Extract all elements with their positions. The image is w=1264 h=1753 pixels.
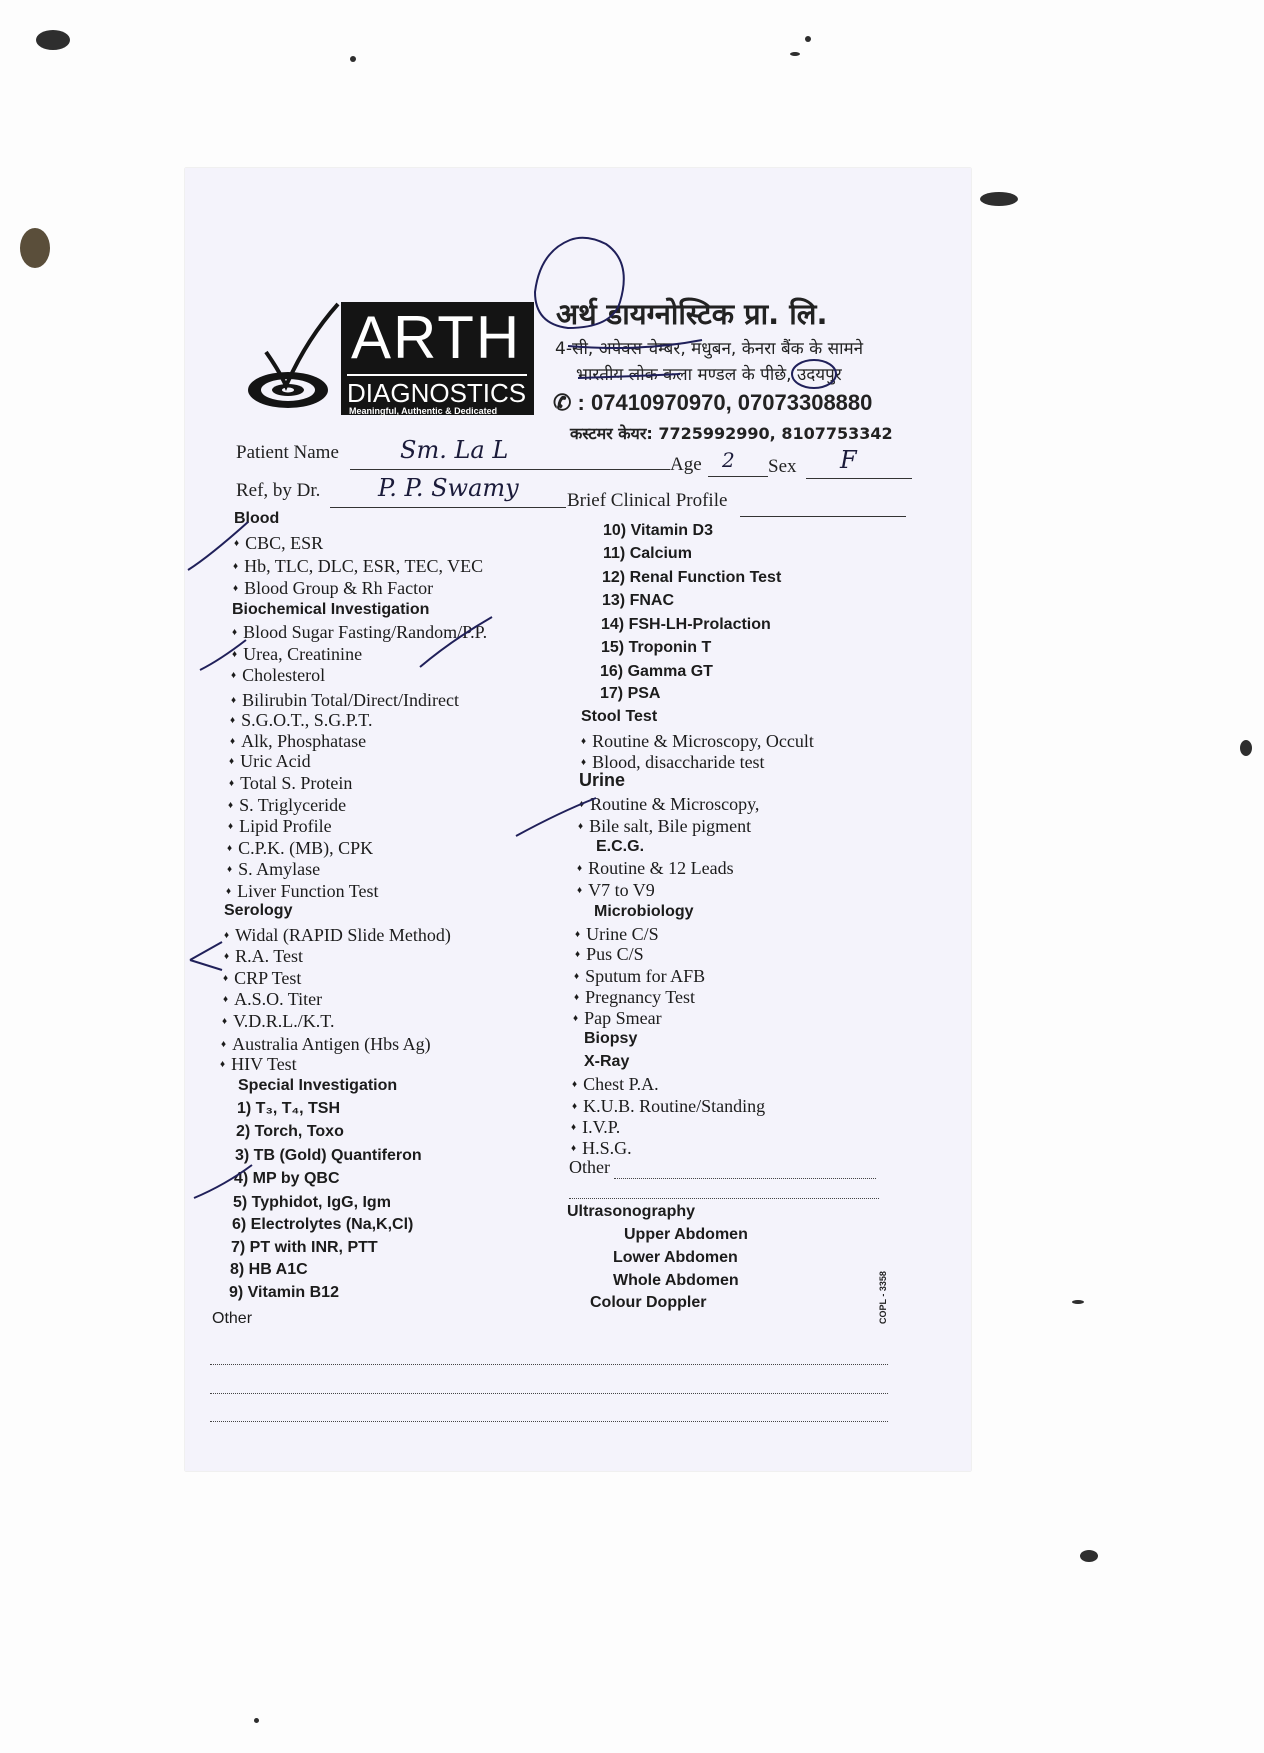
section-microbiology: Microbiology: [594, 903, 694, 920]
test-item: ♦ H.S.G.: [571, 1138, 632, 1159]
test-item: Colour Doppler: [590, 1294, 707, 1311]
test-item: ♦ S. Amylase: [227, 859, 320, 880]
logo-main-text: ARTH: [351, 304, 522, 371]
test-item: 1) T₃, T₄, TSH: [237, 1100, 341, 1117]
test-item: 15) Troponin T: [601, 639, 712, 656]
test-item: ♦ Blood, disaccharide test: [581, 752, 765, 773]
test-item: 10) Vitamin D3: [603, 522, 713, 539]
ref-doctor-value: P. P. Swamy: [378, 474, 519, 502]
address-line-1: 4-सी, अपेक्स चेम्बर, मधुबन, केनरा बैंक के सामने: [555, 339, 864, 359]
ref-doctor-line: [330, 507, 566, 508]
test-item: ♦ S. Triglyceride: [228, 795, 346, 816]
target-logo-icon: [246, 300, 346, 410]
test-item: 4) MP by QBC: [234, 1170, 340, 1187]
dirt-speck: [20, 228, 50, 268]
other-dotted-line: [210, 1393, 888, 1394]
company-name-hindi: अर्थ डायग्नोस्टिक प्रा. लि.: [556, 297, 828, 331]
test-item: 13) FNAC: [602, 592, 675, 609]
test-item: ♦ K.U.B. Routine/Standing: [572, 1096, 765, 1117]
test-item: ♦ V7 to V9: [577, 880, 655, 901]
section-ecg: E.C.G.: [596, 838, 645, 855]
other-label-right: Other: [569, 1157, 610, 1177]
test-item: ♦ Urea, Creatinine: [232, 644, 362, 665]
test-item: ♦ Liver Function Test: [226, 881, 379, 902]
brand-logo: [341, 302, 534, 415]
test-item: 7) PT with INR, PTT: [231, 1239, 378, 1256]
test-item: ♦ Alk, Phosphatase: [230, 731, 366, 752]
test-item: Lower Abdomen: [613, 1249, 738, 1266]
pen-scribble-icon: [520, 232, 650, 342]
ref-doctor-label: Ref, by Dr.: [236, 480, 321, 501]
test-item: ♦ I.V.P.: [571, 1117, 620, 1138]
test-item: ♦ Bilirubin Total/Direct/Indirect: [231, 690, 459, 711]
phone-numbers: ✆ : 07410970970, 07073308880: [553, 390, 873, 415]
section-biopsy: Biopsy: [584, 1030, 638, 1047]
dirt-speck: [36, 30, 70, 50]
test-item: 8) HB A1C: [230, 1261, 308, 1278]
patient-name-label: Patient Name: [236, 442, 339, 463]
other-dotted-line: [210, 1421, 888, 1422]
test-item: ♦ Pregnancy Test: [574, 987, 695, 1008]
dirt-speck: [350, 56, 356, 62]
dirt-speck: [1080, 1550, 1098, 1562]
dirt-speck: [805, 36, 811, 42]
test-item: ♦ Routine & 12 Leads: [577, 858, 734, 879]
patient-name-value: Sm. La L: [400, 436, 509, 464]
section-biochemical: Biochemical Investigation: [232, 601, 430, 618]
test-item: ♦ V.D.R.L./K.T.: [222, 1011, 334, 1032]
dirt-speck: [790, 52, 800, 56]
section-special: Special Investigation: [238, 1077, 398, 1094]
test-item: ♦ Bile salt, Bile pigment: [578, 816, 751, 837]
test-item: 11) Calcium: [603, 545, 692, 562]
clinical-profile-label: Brief Clinical Profile: [567, 490, 728, 511]
test-item: ♦ CRP Test: [223, 968, 301, 989]
test-item: ♦ Pap Smear: [573, 1008, 662, 1029]
test-item: 9) Vitamin B12: [229, 1284, 339, 1301]
section-xray: X-Ray: [584, 1053, 630, 1070]
test-item: ♦ Widal (RAPID Slide Method): [224, 925, 451, 946]
test-item: 16) Gamma GT: [600, 663, 713, 680]
sex-line: [806, 478, 912, 479]
test-item: Upper Abdomen: [624, 1226, 748, 1243]
section-serology: Serology: [224, 902, 293, 919]
form-code: COPL - 3358: [878, 1271, 888, 1324]
dirt-speck: [1240, 740, 1252, 756]
test-item: ♦ Routine & Microscopy,: [579, 794, 759, 815]
customer-care: कस्टमर केयर: 7725992990, 8107753342: [570, 424, 893, 443]
test-item: ♦ Urine C/S: [575, 924, 659, 945]
other-dotted-line: [210, 1364, 888, 1365]
dirt-speck: [1072, 1300, 1084, 1304]
test-item: 14) FSH-LH-Prolaction: [601, 616, 771, 633]
logo-sub-text: DIAGNOSTICS: [347, 374, 527, 408]
test-item: ♦ Cholesterol: [231, 665, 325, 686]
test-item: ♦ R.A. Test: [224, 946, 303, 967]
test-item: ♦ Sputum for AFB: [574, 966, 705, 987]
address-line-2: भारतीय लोक कला मण्डल के पीछे, उदयपुर: [576, 365, 842, 385]
test-item: ♦ Lipid Profile: [228, 816, 332, 837]
test-item: ♦ C.P.K. (MB), CPK: [227, 838, 373, 859]
dirt-speck: [980, 192, 1018, 206]
test-item: ♦ Pus C/S: [575, 944, 644, 965]
test-item: ♦ Routine & Microscopy, Occult: [581, 731, 814, 752]
test-item: ♦ HIV Test: [220, 1054, 297, 1075]
section-blood: Blood: [234, 510, 280, 527]
test-item: ♦ Total S. Protein: [229, 773, 352, 794]
sex-label: Sex: [768, 456, 797, 477]
other-dotted-line: [569, 1198, 879, 1199]
test-item: ♦ Blood Group & Rh Factor: [233, 578, 433, 599]
test-item: 3) TB (Gold) Quantiferon: [235, 1147, 422, 1164]
test-item: ♦ Australia Antigen (Hbs Ag): [221, 1034, 431, 1055]
test-item: ♦ Blood Sugar Fasting/Random/P.P.: [232, 622, 487, 643]
logo-tagline: Meaningful, Authentic & Dedicated: [349, 406, 498, 416]
test-item: ♦ S.G.O.T., S.G.P.T.: [230, 710, 372, 731]
pen-circle-icon: [790, 356, 840, 392]
section-ultrasonography: Ultrasonography: [567, 1203, 696, 1220]
other-dotted-line: [614, 1178, 876, 1179]
section-urine: Urine: [579, 770, 626, 790]
test-item: 5) Typhidot, IgG, Igm: [233, 1194, 391, 1211]
age-label: Age: [670, 454, 702, 475]
test-item: Whole Abdomen: [613, 1272, 739, 1289]
clinical-profile-line: [740, 516, 906, 517]
test-item: ♦ Chest P.A.: [572, 1074, 659, 1095]
test-item: 6) Electrolytes (Na,K,Cl): [232, 1216, 414, 1233]
test-item: ♦ A.S.O. Titer: [223, 989, 322, 1010]
sex-value: F: [840, 446, 857, 474]
test-item: ♦ Uric Acid: [229, 751, 311, 772]
age-value: 2: [722, 448, 735, 472]
other-label-left: Other: [212, 1310, 253, 1327]
test-item: ♦ CBC, ESR: [234, 533, 323, 554]
test-item: 2) Torch, Toxo: [236, 1123, 344, 1140]
age-line: [708, 476, 768, 477]
dirt-speck: [254, 1718, 259, 1723]
test-item: 17) PSA: [600, 685, 661, 702]
patient-name-line: [350, 469, 670, 470]
test-item: 12) Renal Function Test: [602, 569, 782, 586]
section-stool: Stool Test: [581, 708, 658, 725]
test-item: ♦ Hb, TLC, DLC, ESR, TEC, VEC: [233, 556, 483, 577]
